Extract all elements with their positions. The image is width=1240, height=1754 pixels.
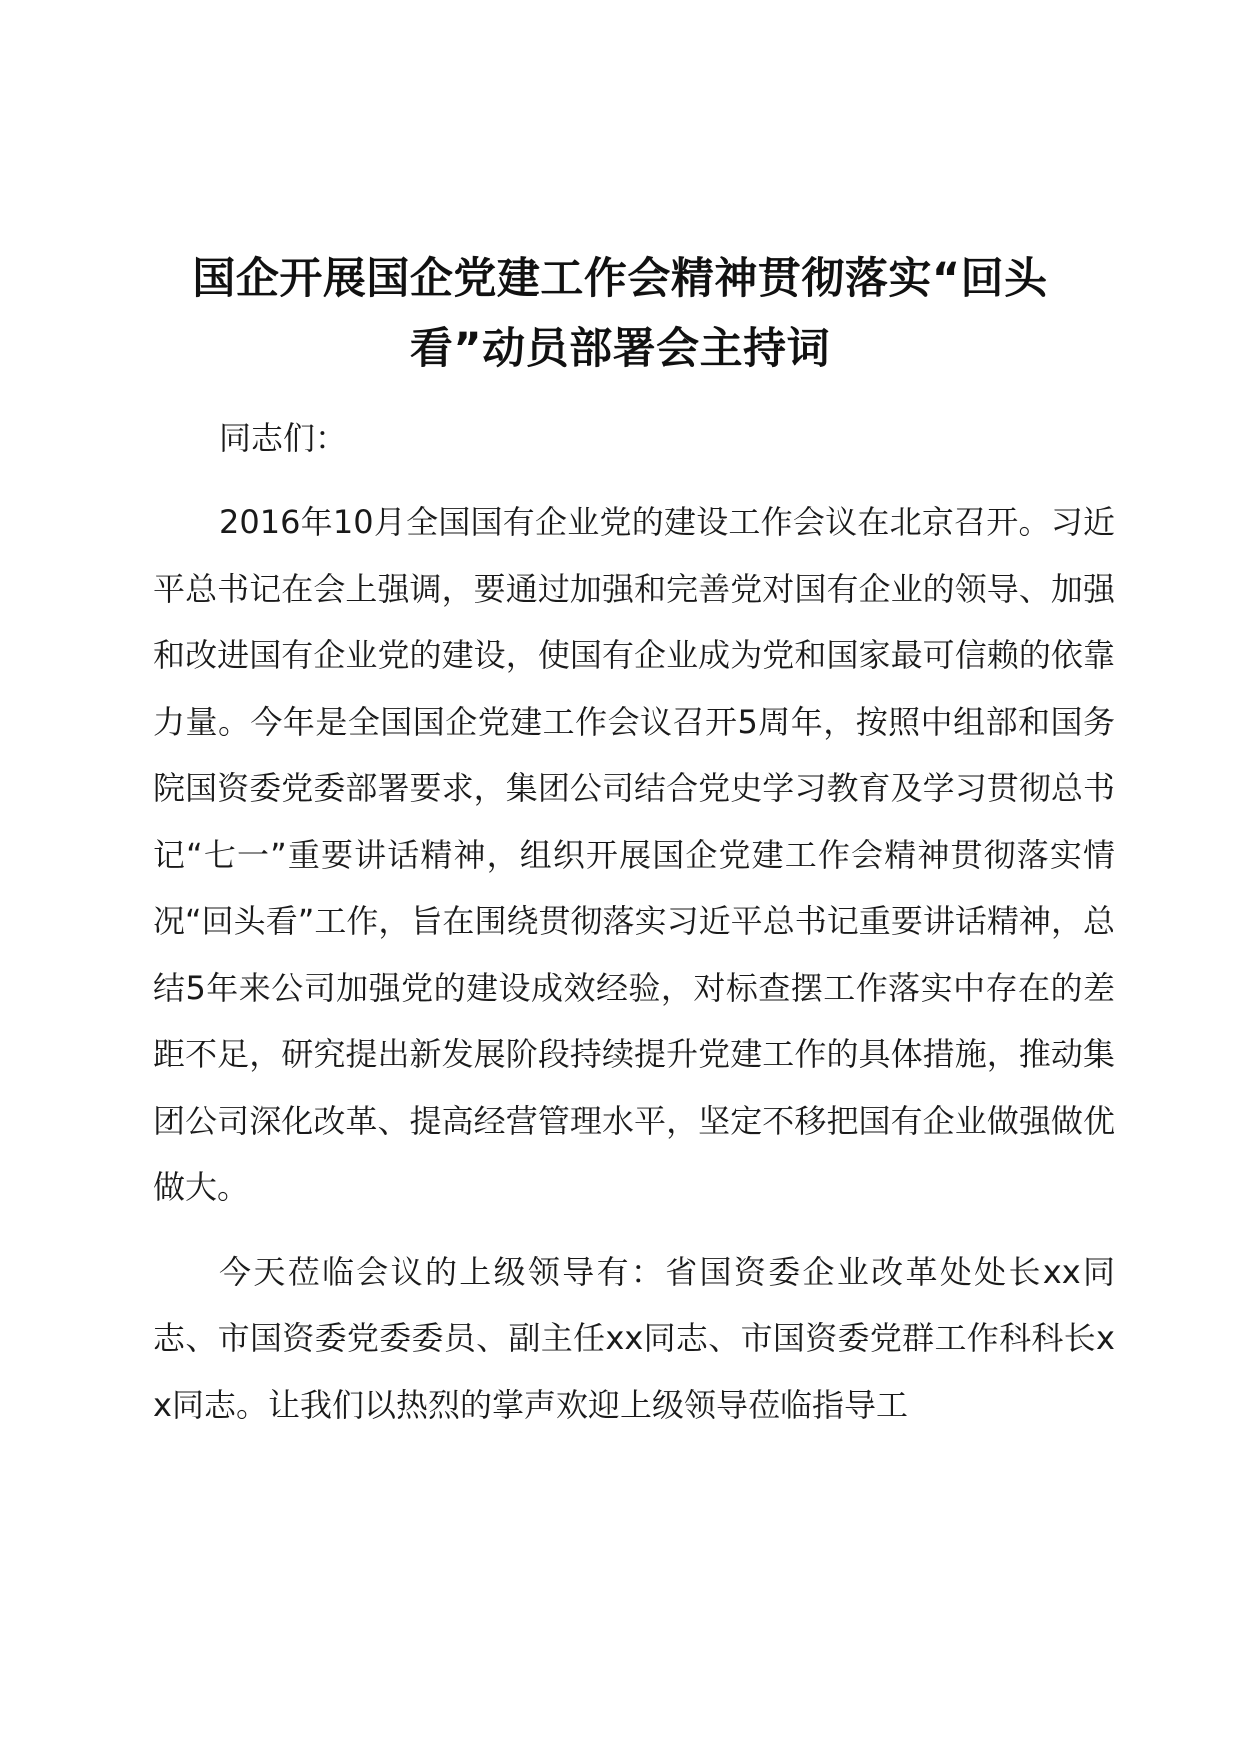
paragraph-opening: 2016年10月全国国有企业党的建设工作会议在北京召开。习近平总书记在会上强调，要通过加强和完善党对国有企业的领导、加强和改进国有企业党的建设，使国有企业成为党和国家最可信赖的依靠力量。今年是全国国企党建工作会议召开5周年，按照中组部和国务院国资委党委部署要求，集团公司结合党史学习教育及学习贯彻总书记“七一”重要讲话精神，组织开展国企党建工作会精神贯彻落实情况“回头看”工作，旨在围绕贯彻落实习近平总书记重要讲话精神，总结5年来公司加强党的建设成效经验，对标查摆工作落实中存在的差距不足，研究提出新发展阶段持续提升党建工作的具体措施，推动集团公司深化改革、提高经营管理水平，坚定不移把国有企业做强做优做大。 [153,503,1115,1206]
document-title: 国企开展国企党建工作会精神贯彻落实“回头看”动员部署会主持词 [192,254,1048,374]
paragraph-attendees: 今天莅临会议的上级领导有：省国资委企业改革处处长xx同志、市国资委党委委员、副主任xx同志、市国资委党群工作科科长xx同志。让我们以热烈的掌声欢迎上级领导莅临指导工 [153,1252,1115,1424]
document-body [153,405,1115,1438]
greeting: 同志们： [219,419,348,457]
